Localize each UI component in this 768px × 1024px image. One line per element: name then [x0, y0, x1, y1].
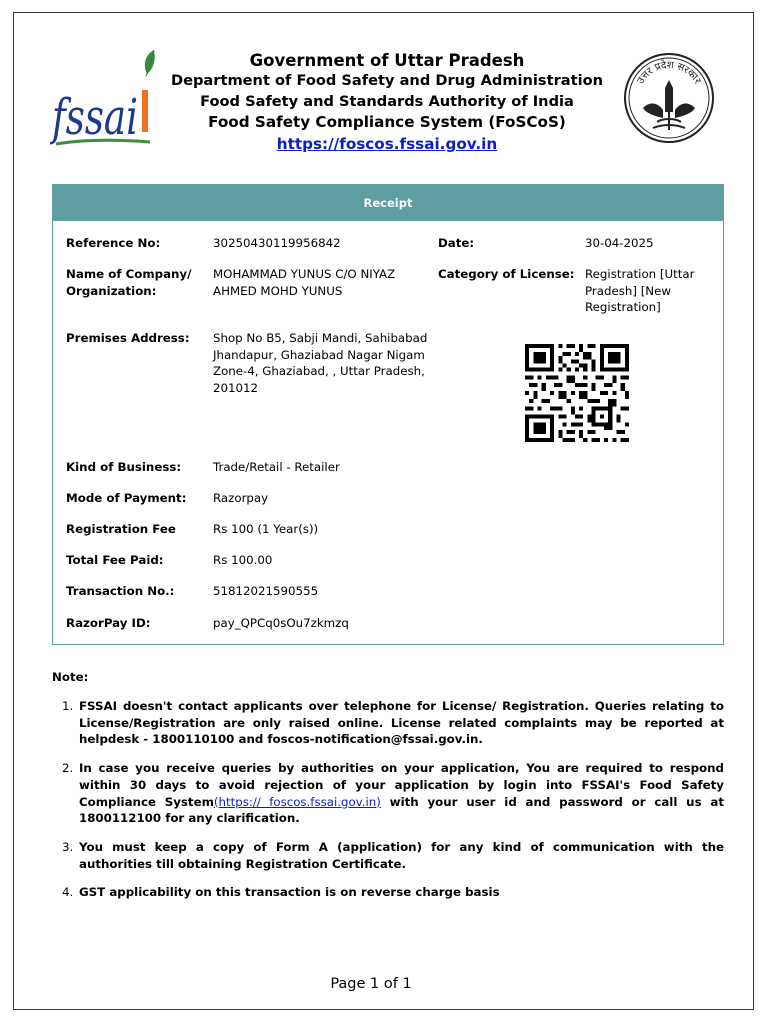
header-department: Department of Food Safety and Drug Administration — [170, 72, 604, 89]
premises-label: Premises Address: — [66, 331, 190, 345]
reference-value: 30250430119956842 — [213, 236, 341, 250]
company-value: MOHAMMAD YUNUS C/O NIYAZ AHMED MOHD YUNUS — [213, 267, 396, 298]
document-header — [170, 50, 604, 155]
receipt-title: Receipt — [53, 185, 723, 221]
razorpay-label: RazorPay ID: — [66, 616, 151, 630]
category-value: Registration [Uttar Pradesh] [New Registration] — [585, 267, 695, 314]
note-item: 4. GST applicability on this transaction is on reverse charge basis — [62, 885, 500, 900]
total-value: Rs 100.00 — [213, 553, 273, 567]
transaction-value: 51812021590555 — [213, 584, 319, 598]
notes-list — [58, 698, 724, 913]
page-number: Page 1 of 1 — [330, 976, 412, 992]
transaction-label: Transaction No.: — [66, 584, 175, 598]
company-label: Name of Company/ Organization: — [66, 267, 192, 298]
payment-value: Razorpay — [213, 491, 269, 505]
header-government: Government of Uttar Pradesh — [249, 51, 525, 70]
date-label: Date: — [438, 236, 475, 250]
category-label: Category of License: — [438, 267, 575, 281]
business-value: Trade/Retail - Retailer — [213, 460, 340, 474]
note-item: 1. FSSAI doesn't contact applicants over telephone for License/ Registration. Queries relating to License/Registration are only raised online. License related complaints may be reported at helpdesk - 1800110100 and foscos-notification@fssai.gov.in. — [62, 699, 724, 747]
up-government-emblem — [623, 52, 715, 144]
reference-label: Reference No: — [66, 236, 161, 250]
qr-code-icon — [525, 344, 629, 442]
receipt-panel — [52, 184, 724, 645]
svg-text:उत्तर प्रदेश सरकार: उत्तर प्रदेश सरकार — [635, 59, 703, 86]
premises-value: Shop No B5, Sabji Mandi, Sahibabad Jhandapur, Ghaziabad Nagar Nigam Zone-4, Ghaziabad, , Uttar Pradesh, 201012 — [213, 331, 428, 395]
note-item: 3. You must keep a copy of Form A (application) for any kind of communication with the authorities till obtaining Registration Certificate. — [62, 839, 724, 871]
header-system: Food Safety Compliance System (FoSCoS) — [208, 113, 566, 131]
fee-label: Registration Fee — [66, 522, 176, 536]
fee-value: Rs 100 (1 Year(s)) — [213, 522, 319, 536]
fssai-logo — [50, 46, 160, 150]
foscos-inline-link[interactable]: (https:// foscos.fssai.gov.in) — [213, 794, 381, 809]
note-title: Note: — [52, 670, 89, 684]
total-label: Total Fee Paid: — [66, 553, 164, 567]
razorpay-value: pay_QPCq0sOu7zkmzq — [213, 616, 349, 630]
foscos-link[interactable]: https://foscos.fssai.gov.in — [276, 135, 498, 153]
date-value: 30-04-2025 — [585, 236, 654, 250]
note-item: 2. In case you receive queries by authorities on your application, You are required to respond within 30 days to avoid rejection of your application by login into FSSAI's Food Safety Compliance System(https:// foscos.fssai.gov.in) with your user id and password or call us at 1800112100 for any clarification. — [62, 761, 724, 826]
header-authority: Food Safety and Standards Authority of India — [200, 92, 574, 110]
business-label: Kind of Business: — [66, 460, 182, 474]
svg-text:fssai: fssai — [50, 88, 138, 146]
payment-label: Mode of Payment: — [66, 491, 187, 505]
